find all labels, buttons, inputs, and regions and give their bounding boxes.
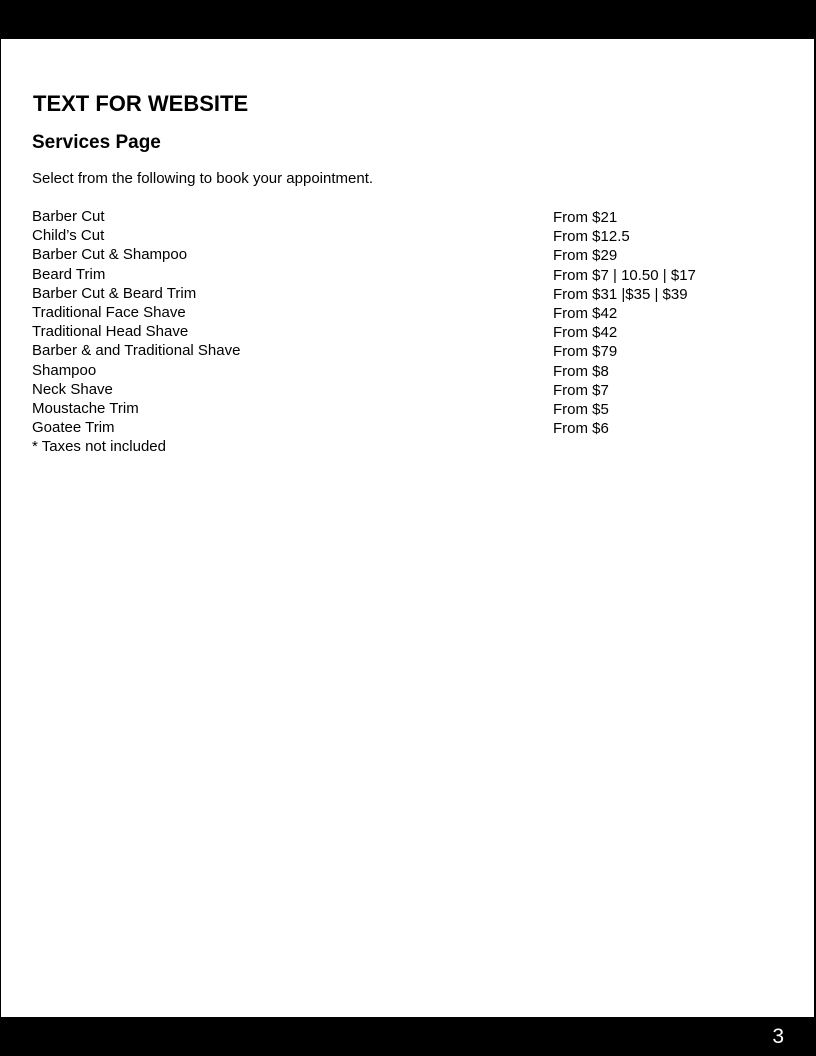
service-price: From $29 <box>553 247 618 265</box>
section-title: Services Page <box>32 132 161 153</box>
service-price: From $79 <box>553 343 618 361</box>
document-title: TEXT FOR WEBSITE <box>33 91 249 116</box>
tax-note: * Taxes not included <box>32 438 166 455</box>
service-price: From $31 |$35 | $39 <box>553 285 688 303</box>
service-price-list <box>553 208 696 438</box>
service-name: Goatee Trim <box>32 419 115 437</box>
service-name: Moustache Trim <box>32 400 139 418</box>
service-name: Barber Cut & Shampoo <box>32 246 188 264</box>
service-name-list <box>32 207 240 437</box>
service-price: From $21 <box>553 209 618 226</box>
service-name: Shampoo <box>32 361 97 379</box>
service-name: Barber Cut & Beard Trim <box>32 284 197 302</box>
service-price: From $42 <box>553 305 618 323</box>
service-price: From $12.5 <box>553 228 630 246</box>
bottom-frame-bar <box>0 1017 816 1056</box>
service-price: From $7 | 10.50 | $17 <box>553 266 696 284</box>
page-number: 3 <box>772 1025 784 1048</box>
document-page <box>1 39 814 1017</box>
service-name: Child’s Cut <box>32 227 105 245</box>
service-name: Traditional Head Shave <box>32 323 189 341</box>
service-price: From $42 <box>553 324 618 342</box>
service-price: From $6 <box>553 420 609 438</box>
service-name: Neck Shave <box>32 380 113 398</box>
service-price: From $8 <box>553 362 609 380</box>
service-name: Barber Cut <box>32 208 105 225</box>
intro-text: Select from the following to book your appointment. <box>32 170 374 187</box>
top-frame-bar <box>0 0 816 39</box>
service-price: From $5 <box>553 401 609 419</box>
service-name: Traditional Face Shave <box>32 304 186 322</box>
service-name: Barber & and Traditional Shave <box>32 342 241 360</box>
service-price: From $7 <box>553 381 609 399</box>
service-name: Beard Trim <box>32 265 106 283</box>
